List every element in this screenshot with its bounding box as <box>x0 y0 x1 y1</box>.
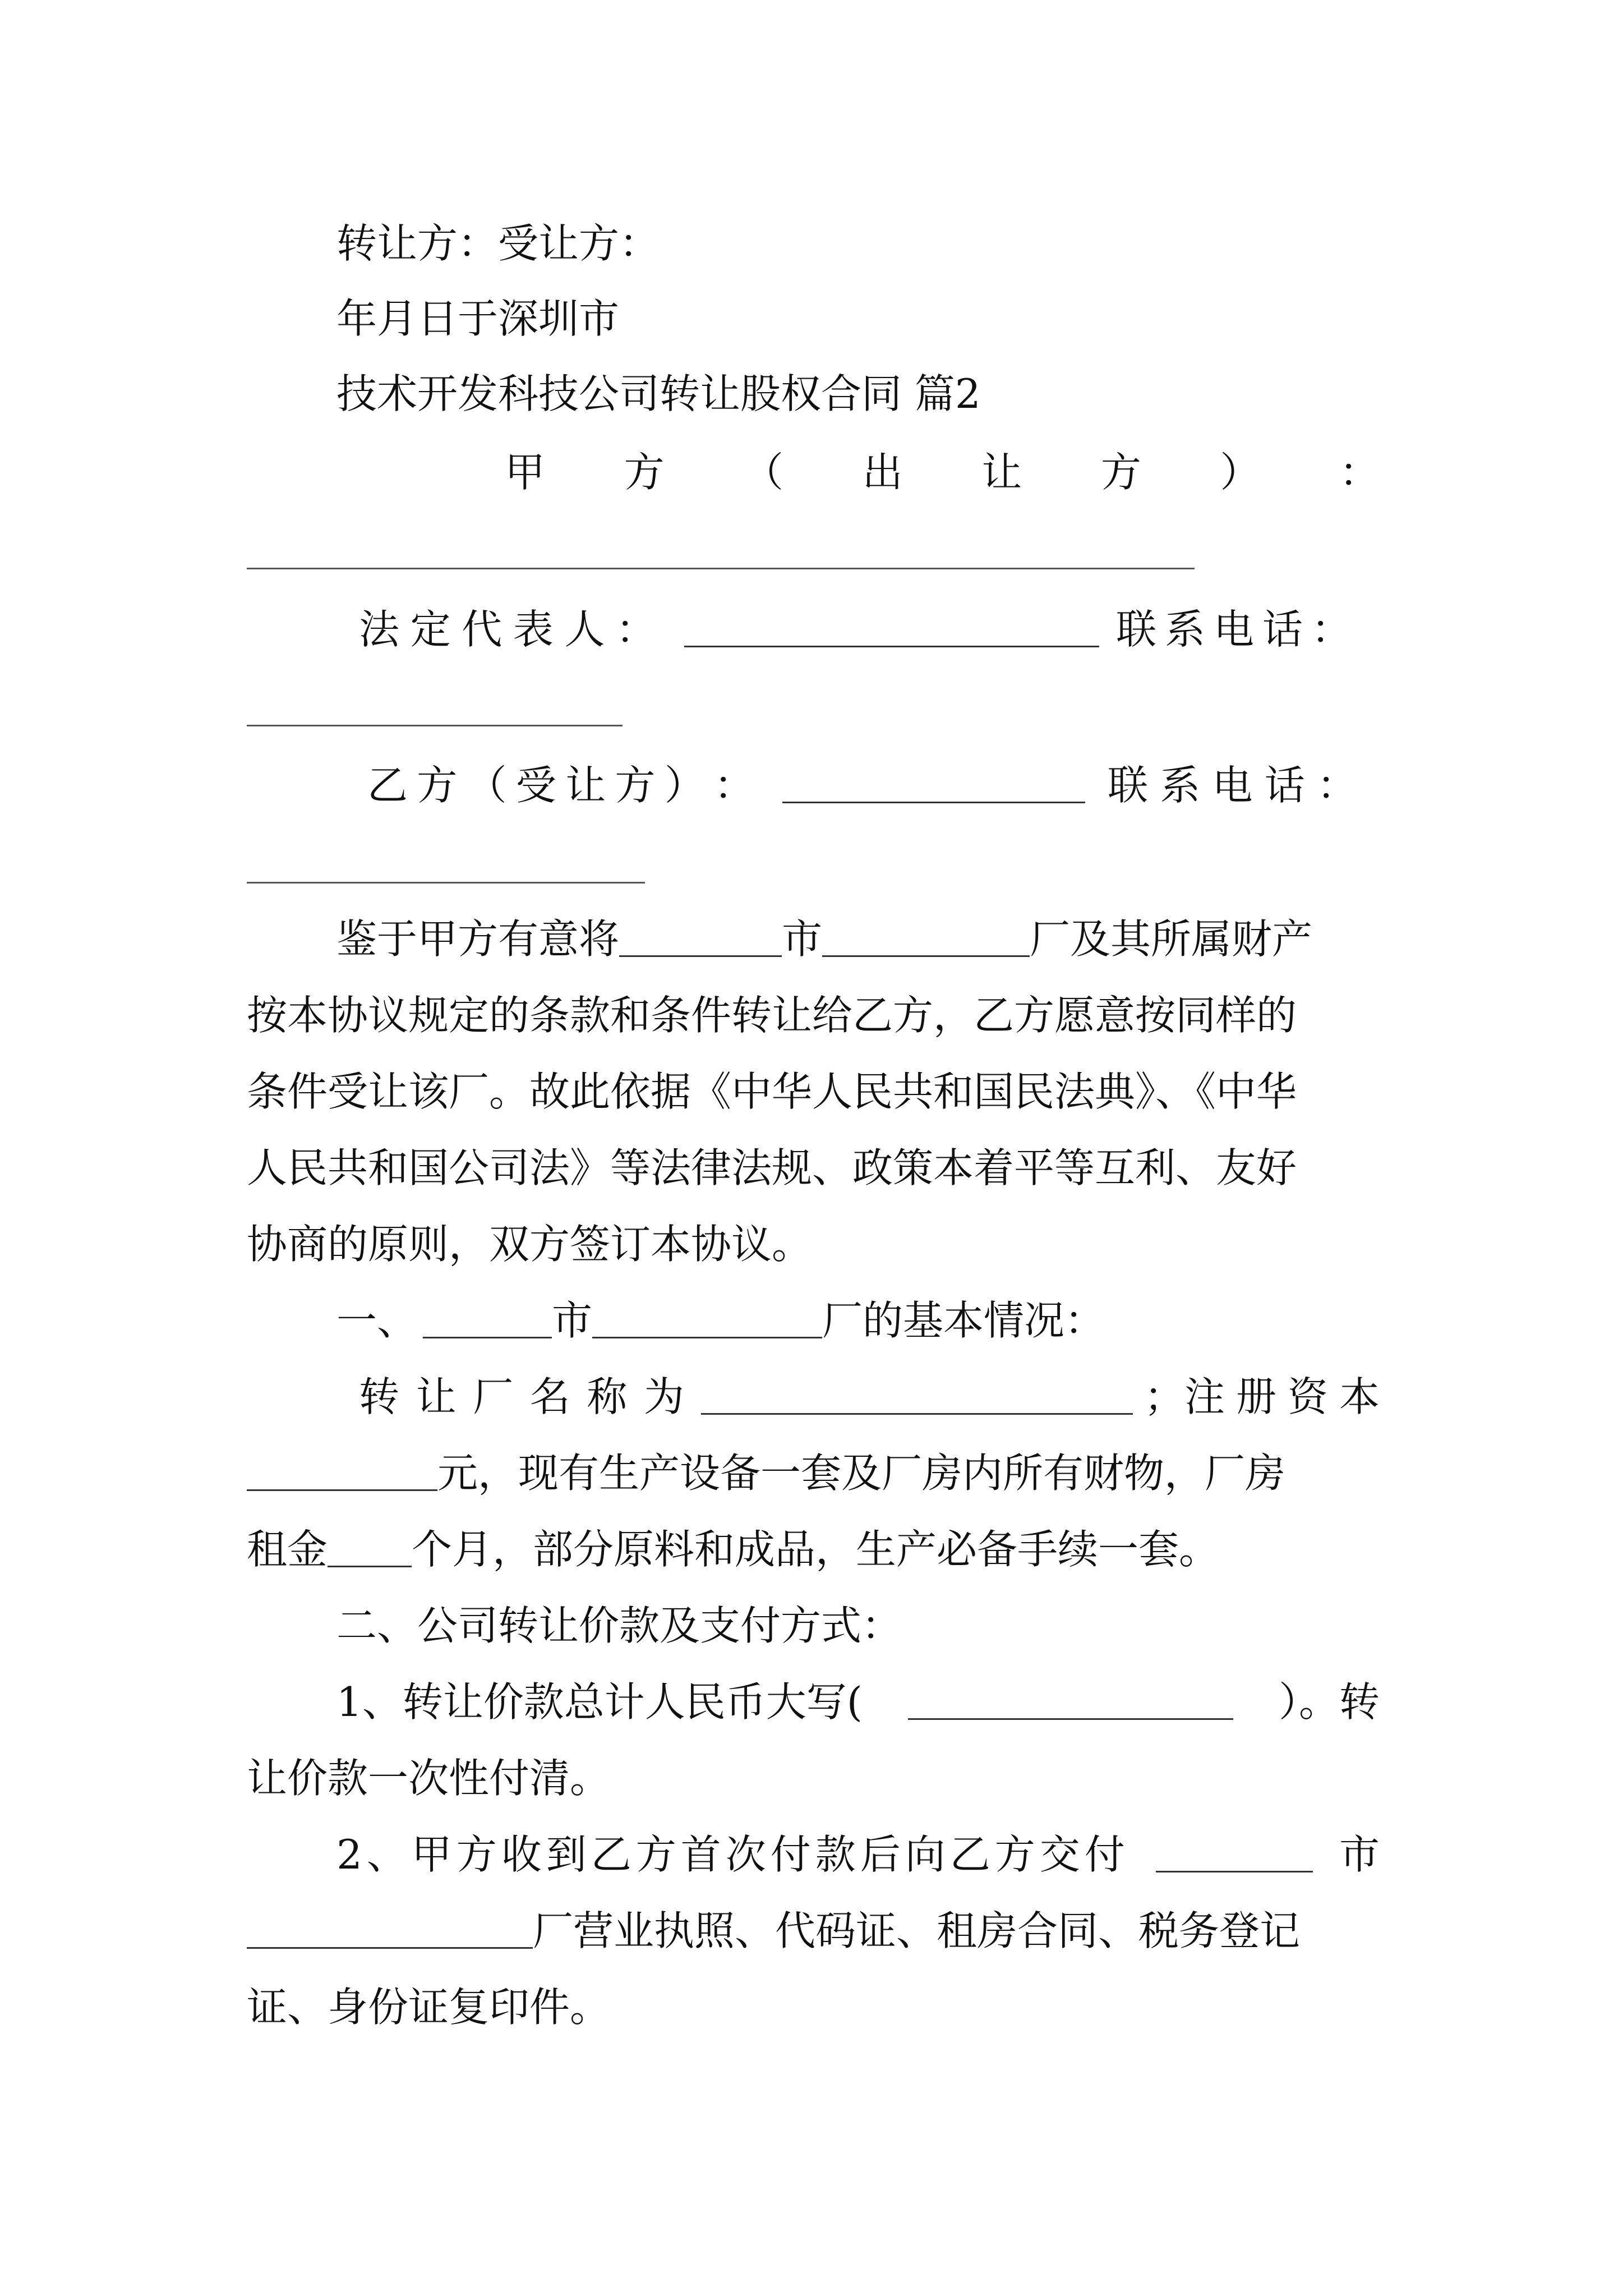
legal-rep-blank <box>684 612 1099 647</box>
party-b-char: （ <box>466 762 507 809</box>
para1-line4 <box>247 1140 1297 1196</box>
factory-name-char: 名 <box>529 1373 570 1420</box>
party-b-char: 方 <box>615 762 656 809</box>
phone-char: 联 <box>1108 762 1149 809</box>
capital-blank <box>247 1456 437 1491</box>
rent-blank <box>328 1532 412 1567</box>
legal-rep-char: 法 <box>359 606 400 653</box>
clause1-line1 <box>336 1674 1380 1730</box>
factory-name-blank <box>701 1379 1133 1415</box>
legal-rep-char: ： <box>615 606 656 653</box>
para1-line1 <box>336 911 1312 967</box>
section1-heading <box>336 1292 1105 1349</box>
section1-city-blank <box>423 1303 552 1338</box>
legal-rep-char: 人 <box>564 606 605 653</box>
section2-text: 二、公司转让价款及支付方式： <box>336 1602 902 1649</box>
para1-text: 条件受让该厂。故此依据《中华人民共和国民法典》、《中华 <box>247 1068 1297 1115</box>
legal-rep-char: 代 <box>462 606 502 653</box>
phone-char: ： <box>1311 606 1352 653</box>
section-title <box>336 366 981 422</box>
date-place-text: 年月日于深圳市 <box>336 295 620 342</box>
clause2-text: 市 <box>1339 1831 1380 1878</box>
phone-char: 话 <box>1262 606 1303 653</box>
registered-capital-label <box>1144 1369 1380 1425</box>
phone-char: 话 <box>1264 762 1305 809</box>
capital-char: 资 <box>1287 1373 1328 1420</box>
capital-text: 元，现有生产设备一套及厂房内所有财物，厂房 <box>437 1450 1286 1497</box>
capital-char: 本 <box>1339 1373 1380 1420</box>
phone-char: 电 <box>1212 762 1253 809</box>
party-b-blank <box>782 768 1085 803</box>
party-b-char: 受 <box>515 762 556 809</box>
party-a-char: 方 <box>1100 449 1141 496</box>
phone-b-blank-line <box>247 882 645 884</box>
section1-text: 厂的基本情况： <box>822 1297 1105 1344</box>
phone-char: ： <box>1316 762 1357 809</box>
section2-heading <box>336 1598 902 1654</box>
legal-rep-label <box>359 601 656 657</box>
clause2-city-blank <box>1156 1837 1313 1872</box>
factory-name-char: 让 <box>416 1373 457 1420</box>
para1-line5 <box>247 1216 812 1272</box>
legal-rep-line <box>359 601 1380 657</box>
capital-char: ；注 <box>1144 1373 1225 1420</box>
party-a-char: ： <box>1339 449 1380 496</box>
clause1-line2 <box>247 1750 610 1806</box>
phone-a-blank-line <box>247 725 623 726</box>
clause1-text: 让价款一次性付清。 <box>247 1755 611 1802</box>
clause2-factory-blank <box>247 1913 533 1949</box>
clause2-line3 <box>247 1979 610 2035</box>
party-a-blank-line <box>247 568 1195 569</box>
para1-text: 厂及其所属财产 <box>1030 915 1313 963</box>
party-a-char: （ <box>743 449 784 496</box>
signatories-line <box>336 215 660 272</box>
para1-line2 <box>247 987 1297 1043</box>
party-a-char: 出 <box>862 449 903 496</box>
phone-char: 系 <box>1160 762 1201 809</box>
section1-text: 一、 <box>336 1297 418 1344</box>
para1-text: 市 <box>782 915 823 963</box>
para1-text: 协商的原则，双方签订本协议。 <box>247 1221 813 1268</box>
phone-label-b <box>1108 757 1357 813</box>
clause2-text: 2、甲方收到乙方首次付款后向乙方交付 <box>336 1831 1129 1878</box>
party-a-char: 甲 <box>505 449 546 496</box>
city-blank <box>619 922 782 957</box>
party-b-char: 让 <box>565 762 606 809</box>
clause1-text: ）。转 <box>1278 1678 1380 1726</box>
section1-factory-blank <box>592 1303 822 1338</box>
party-b-char: ： <box>713 762 754 809</box>
party-b-char: 乙 <box>367 762 408 809</box>
phone-label-a <box>1116 601 1352 657</box>
party-a-heading <box>505 444 1380 500</box>
rent-text: 个月，部分原料和成品，生产必备手续一套。 <box>412 1526 1220 1573</box>
para1-line3 <box>247 1064 1297 1120</box>
factory-name-line <box>359 1369 1380 1425</box>
section-title-text: 技术开发科技公司转让股权合同 篇2 <box>336 370 981 417</box>
clause2-text: 证、身份证复印件。 <box>247 1984 611 2031</box>
factory-name-char: 厂 <box>473 1373 514 1420</box>
para1-text: 鉴于甲方有意将 <box>336 915 620 963</box>
capital-line <box>247 1445 1285 1501</box>
date-place-line <box>336 291 619 347</box>
legal-rep-char: 表 <box>513 606 554 653</box>
clause2-line1 <box>336 1826 1380 1883</box>
party-a-char: ） <box>1220 449 1261 496</box>
capital-char: 册 <box>1235 1373 1276 1420</box>
signatories-text: 转让方：受让方： <box>336 220 660 267</box>
para1-text: 按本协议规定的条款和条件转让给乙方，乙方愿意按同样的 <box>247 992 1297 1039</box>
clause2-text: 厂营业执照、代码证、租房合同、税务登记 <box>533 1907 1301 1954</box>
party-a-char: 方 <box>624 449 665 496</box>
legal-rep-char: 定 <box>410 606 451 653</box>
phone-char: 电 <box>1213 606 1254 653</box>
rent-line <box>247 1521 1219 1577</box>
para1-text: 人民共和国公司法》等法律法规、政策本着平等互利、友好 <box>247 1144 1297 1191</box>
factory-name-char: 为 <box>643 1373 684 1420</box>
phone-char: 联 <box>1116 606 1157 653</box>
factory-name-char: 转 <box>359 1373 400 1420</box>
section1-text: 市 <box>552 1297 593 1344</box>
price-blank <box>908 1685 1233 1720</box>
factory-blank <box>822 922 1030 957</box>
clause1-text: 1、转让价款总计人民币大写( <box>336 1678 863 1726</box>
party-b-char: 方 <box>417 762 458 809</box>
party-b-line <box>367 757 1380 813</box>
party-b-char: ） <box>664 762 705 809</box>
party-a-char: 让 <box>981 449 1022 496</box>
phone-char: 系 <box>1164 606 1205 653</box>
rent-text: 租金 <box>247 1526 328 1573</box>
factory-name-char: 称 <box>587 1373 628 1420</box>
party-b-label <box>367 757 754 813</box>
clause2-line2 <box>247 1903 1300 1959</box>
factory-name-label <box>359 1369 684 1425</box>
